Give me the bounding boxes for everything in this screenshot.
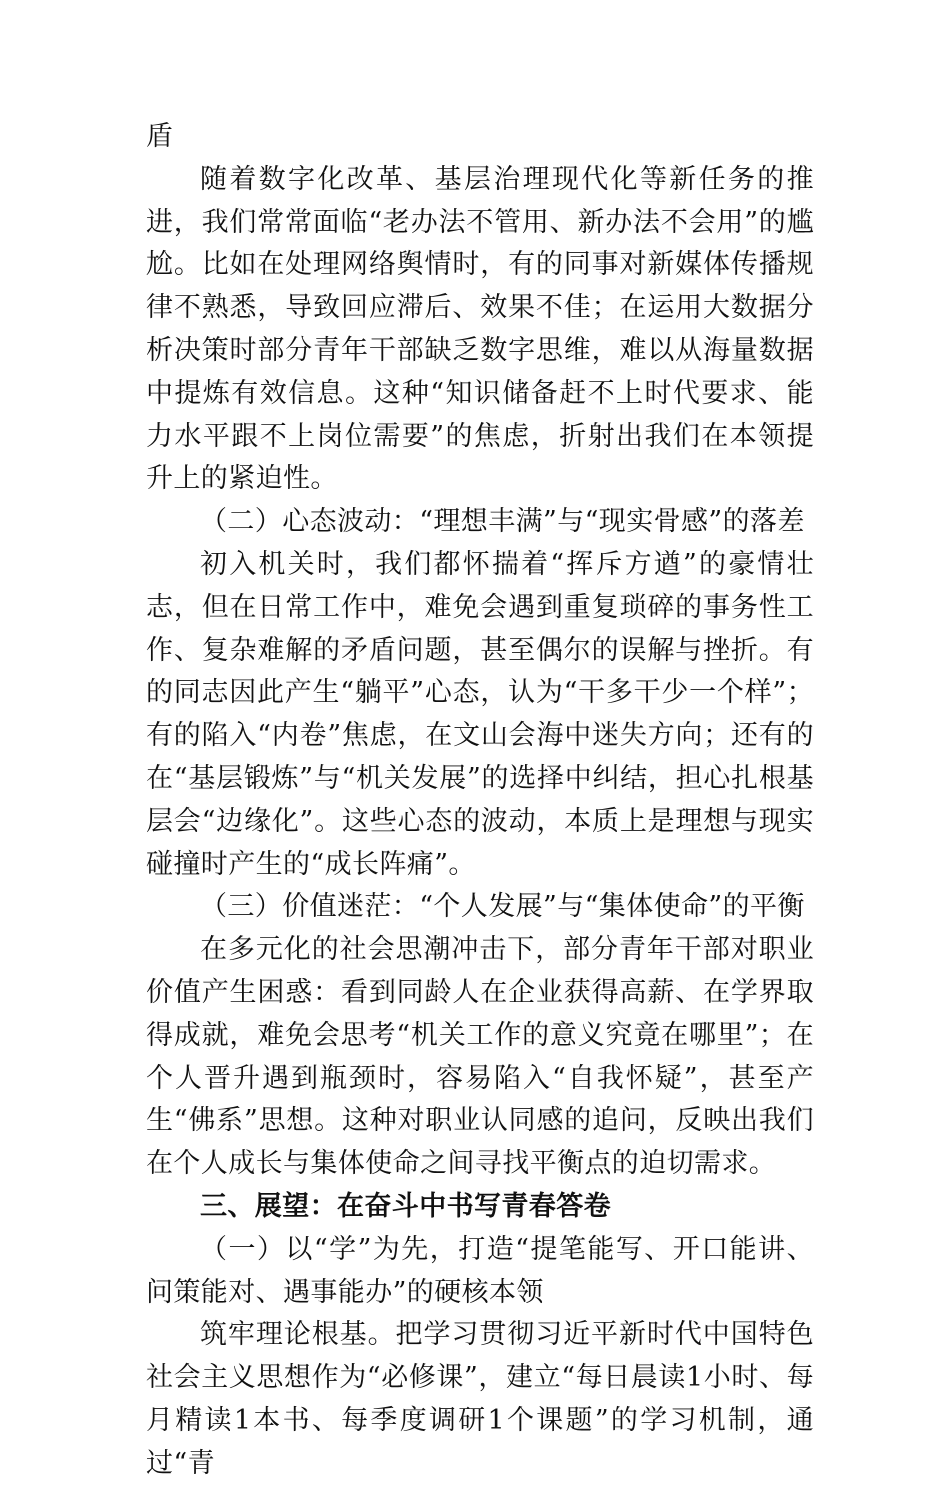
- document-page: [146, 116, 814, 1486]
- subheading-learning-first: （一）以“学”为先，打造“提笔能写、开口能讲、问策能对、遇事能办”的硬核本领: [146, 1233, 814, 1308]
- subheading-value-confusion: （三）价值迷茫：“个人发展”与“集体使命”的平衡: [200, 891, 805, 923]
- paragraph-continuation: 盾: [146, 121, 174, 152]
- paragraph-mindset: 初入机关时，我们都怀揣着“挥斥方遒”的豪情壮志，但在日常工作中，难免会遇到重复琐碎的事务性工作、复杂难解的矛盾问题，甚至偶尔的误解与挫折。有的同志因此产生“躺平”心态，认为“干多干少一个样”；有的陷入“内卷”焦虑，在文山会海中迷失方向；还有的在“基层锻炼”与“机关发展”的选择中纠结，担心扎根基层会“边缘化”。这些心态的波动，本质上是理想与现实碰撞时产生的“成长阵痛”。: [146, 548, 814, 880]
- subheading-mindset-fluctuation: （二）心态波动：“理想丰满”与“现实骨感”的落差: [200, 506, 805, 538]
- paragraph-capability-anxiety: 随着数字化改革、基层治理现代化等新任务的推进，我们常常面临“老办法不管用、新办法不会用”的尴尬。比如在处理网络舆情时，有的同事对新媒体传播规律不熟悉，导致回应滞后、效果不佳；在运用大数据分析决策时部分青年干部缺乏数字思维，难以从海量数据中提炼有效信息。这种“知识储备赶不上时代要求、能力水平跟不上岗位需要”的焦虑，折射出我们在本领提升上的紧迫性。: [146, 163, 814, 495]
- paragraph-theory-foundation: 筑牢理论根基。把学习贯彻习近平新时代中国特色社会主义思想作为“必修课”，建立“每日晨读1小时、每月精读1本书、每季度调研1个课题”的学习机制，通过“青: [146, 1319, 814, 1479]
- section-heading-outlook: 三、展望：在奋斗中书写青春答卷: [200, 1190, 611, 1222]
- paragraph-value: 在多元化的社会思潮冲击下，部分青年干部对职业价值产生困惑：看到同龄人在企业获得高薪、在学界取得成就，难免会思考“机关工作的意义究竟在哪里”；在个人晋升遇到瓶颈时，容易陷入“自我怀疑”，甚至产生“佛系”思想。这种对职业认同感的追问，反映出我们在个人成长与集体使命之间寻找平衡点的迫切需求。: [146, 934, 814, 1180]
